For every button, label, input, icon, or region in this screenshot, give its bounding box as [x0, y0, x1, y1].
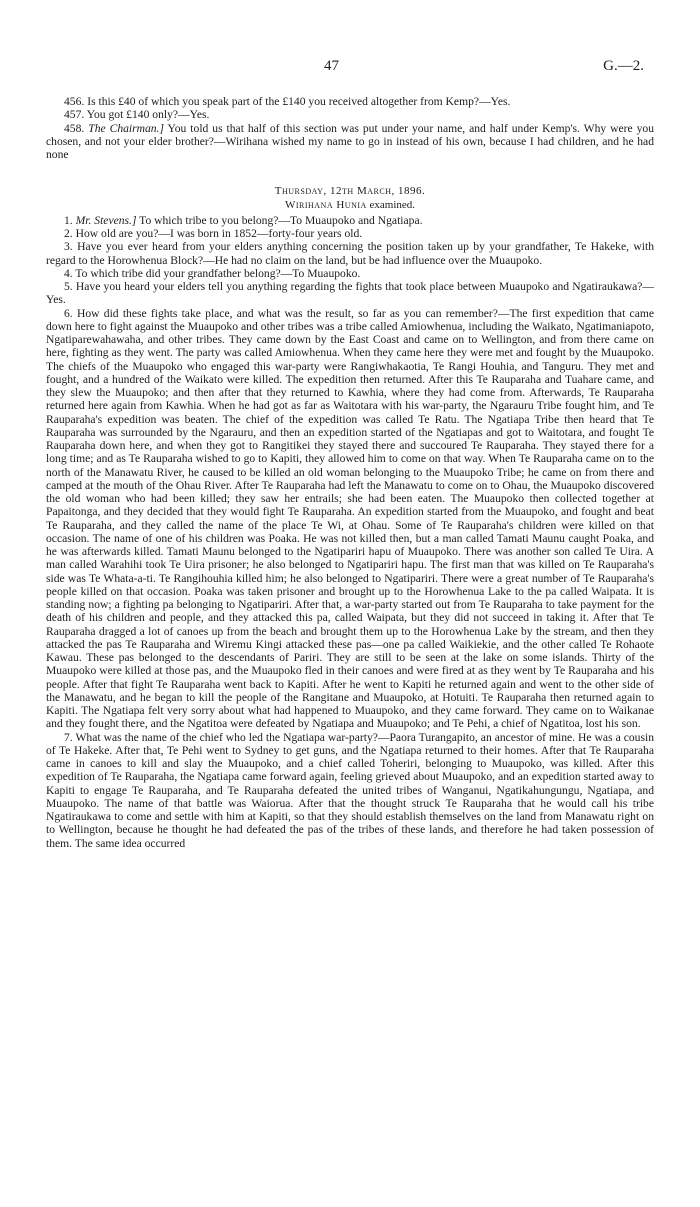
question-text: To which tribe to you belong?—To Muaupoko and Ngatiapa.: [139, 213, 423, 227]
question-number: 6.: [64, 306, 73, 320]
page-header: [0, 60, 700, 80]
witness-name: Wirihana Hunia: [284, 198, 367, 211]
question-number: 7.: [64, 730, 73, 744]
session-date: 12th March, 1896.: [330, 185, 426, 198]
session-day: Thursday,: [274, 185, 327, 198]
question-5: [46, 280, 654, 307]
page-body: [46, 95, 654, 850]
witness-suffix: examined.: [369, 198, 416, 211]
question-456: [46, 95, 654, 108]
question-number: 2.: [64, 227, 73, 240]
question-number: 458.: [64, 121, 85, 135]
question-number: 456.: [64, 95, 85, 108]
question-text: Is this £40 of which you speak part of the £140 you received altogether from Kemp?—Yes.: [87, 95, 511, 108]
speaker-label: The Chairman.]: [88, 121, 165, 135]
question-457: [46, 108, 654, 121]
question-number: 5.: [64, 280, 73, 293]
question-4: [46, 267, 654, 280]
witness-heading: [46, 199, 654, 212]
question-text: You told us that half of this section was put under your name, and half under Kemp's. Why were you chosen, and not your elder brother?—Wirihana wished my name to go in instead of his own, because I had children, and he had none: [46, 121, 654, 161]
question-number: 1.: [64, 213, 73, 227]
question-number: 3.: [64, 240, 73, 254]
question-text: How did these fights take place, and what was the result, so far as you can remember?—The first expedition that came down here to fight against the Muaupoko and other tribes was a tribe called Amiowhenua, including the Waikato, Ngatimaniapoto, Ngatiparewahawaha, and other tribes. They came down by the East Coast and came on to Wellington, and from there came on here, fighting as they went. The party was called Amiowhenua. When they came here they were met and fought by the Muaupoko. The chiefs of the Muaupoko who engaged this war-party were Rangiwhakaotia, Te Rangi Houhia, and Tanguru. They met and fought, and a hundred of the Waikato were killed. The expedition then returned. After this Te Rauparaha and Tuahare came, and they slew the Muaupoko; and then after that they returned to Kawhia, where they had come from. Afterwards, Te Rauparaha returned here again from Kawhia. When he had got as far as Waitotara with his war-party, the Ngarauru Tribe fought him, and Te Rauparaha's expedition was beaten. The chief of the expedition was called Te Ratu. The Ngatiapa Tribe then heard that Te Rauparaha was surrounded by the Ngarauru, and then an expedition started of the Ngatiapas and got to Waitotara, and fought Te Rauparaha down here, and when they got to Rangitikei they stayed there and succoured Te Rauparaha. They stayed there for a long time; and as Te Rauparaha wished to go to Kapiti, they allowed him to come on that way. When Te Rauparaha came on to the north of the Manawatu River, he caused to be killed an old woman belonging to the Muaupoko Tribe; he came on from there and camped at the mouth of the Ohau River. After Te Rauparaha had left the Manawatu to come on to Ohau, the Muaupoko discovered the old woman who had been killed; they saw her entrails; she had been eaten. The Muaupoko then collected together at Papaitonga, and they decided that they would fight Te Rauparaha. An expedition started from the Muaupoko, and fought and beat Te Rauparaha, and they called the name of the place Te Wi, at Ohau. Some of Te Rauparaha's children were killed on that occasion. The name of one of his children was Poaka. He was not killed then, but a man called Tamati Maunu caught Poaka, and he was afterwards killed. Tamati Maunu belonged to the Ngatipariri hapu of Muaupoko. There was another son called Te Uira. A man called Warahihi took Te Uira prisoner; he also belonged to Ngatipariri hapu. The first man that was killed on Te Rauparaha's side was Te Whata-a-ti. Te Rangihouhia killed him; he also belonged to Ngatipariri. There were a great number of Te Rauparaha's people killed on that occasion. Poaka was taken prisoner and brought up to the Horowhenua Lake to the pa called Waipata. It is standing now; a fighting pa belonging to Ngatipariri. After that, a war-party started out from Te Rauparaha to take payment for the death of his children and people, and they attacked this pa, called Waipata, but they did not succeed in taking it. After that Te Rauparaha dragged a lot of canoes up from the beach and brought them up to the Horowhenua Lake by the stream, and then they attacked the pas Te Rauparaha and Wiremu Kingi attacked these pas—one pa called Waikiekie, and the other called Te Rohaote Kawau. These pas belonged to the descendants of Pariri. They are still to be seen at the lake on some islands. Thirty of the Muaupoko were killed at those pas, and the Muaupoko fled in their canoes and were fired at as they went by Te Rauparaha and his people. After that fight Te Rauparaha went back to Kapiti. After he went to Kapiti he returned again and went to the other side of the Manawatu, and he began to kill the people of the Rangitane and Muaupoko, at Hotuiti. Te Rauparaha then returned again to Kapiti. The Ngatiapa felt very sorry about what had happened to Muaupoko, and they came forward. They came on to Waikanae and they fought there, and the Ngatitoa were defeated by Ngatiapa and Muaupoko; and Te Pehi, a chief of Ngatitoa, lost his son.: [46, 306, 654, 731]
question-text: How old are you?—I was born in 1852—forty-four years old.: [75, 227, 363, 240]
question-2: [46, 227, 654, 240]
question-text: Have you heard your elders tell you anything regarding the fights that took place between Muaupoko and Ngatiraukawa?—Yes.: [46, 280, 654, 307]
question-number: 4.: [64, 266, 73, 280]
question-7: [46, 731, 654, 850]
page-number: 47: [324, 58, 339, 74]
question-3: [46, 240, 654, 267]
document-reference: G.—2.: [603, 58, 644, 74]
session-date-heading: [46, 185, 654, 198]
question-458: [46, 122, 654, 162]
question-text: What was the name of the chief who led the Ngatiapa war-party?—Paora Turangapito, an ancestor of mine. He was a cousin of Te Hakeke. After that, Te Pehi went to Sydney to get guns, and the Ngatiapa returned to their homes. After that Te Rauparaha came in canoes to kill and slay the Muaupoko, and a chief called Toheriri, belonging to Muaupoko, was killed. After this expedition of Te Rauparaha, the Ngatiapa came forward again, feeling grieved about Muaupoko, and an expedition started away to Kapiti to engage Te Rauparaha, and Te Rauparaha defeated the united tribes of Wanganui, Ngatikahungungu, Ngatiapa, and Muaupoko. The name of that battle was Waiorua. After that the thought struck Te Rauparaha that he would call his tribe Ngatiraukawa to come and settle with him at Kapiti, so that they should establish themselves on the land from Manawatu right on to Wellington, because he thought he had defeated the pas of the tribes of these lands, and therefore he had taken possession of them. The same idea occurred: [46, 730, 654, 850]
question-6: [46, 307, 654, 731]
question-text: Have you ever heard from your elders anything concerning the position taken up by your grandfather, Te Hakeke, with regard to the Horowhenua Block?—He had no claim on the land, but be had influence over the Muaupoko.: [46, 240, 655, 267]
question-text: To which tribe did your grandfather belong?—To Muaupoko.: [75, 266, 361, 280]
question-number: 457.: [64, 108, 85, 122]
question-1: [46, 214, 654, 227]
question-text: You got £140 only?—Yes.: [86, 108, 210, 122]
speaker-label: Mr. Stevens.]: [75, 213, 137, 227]
